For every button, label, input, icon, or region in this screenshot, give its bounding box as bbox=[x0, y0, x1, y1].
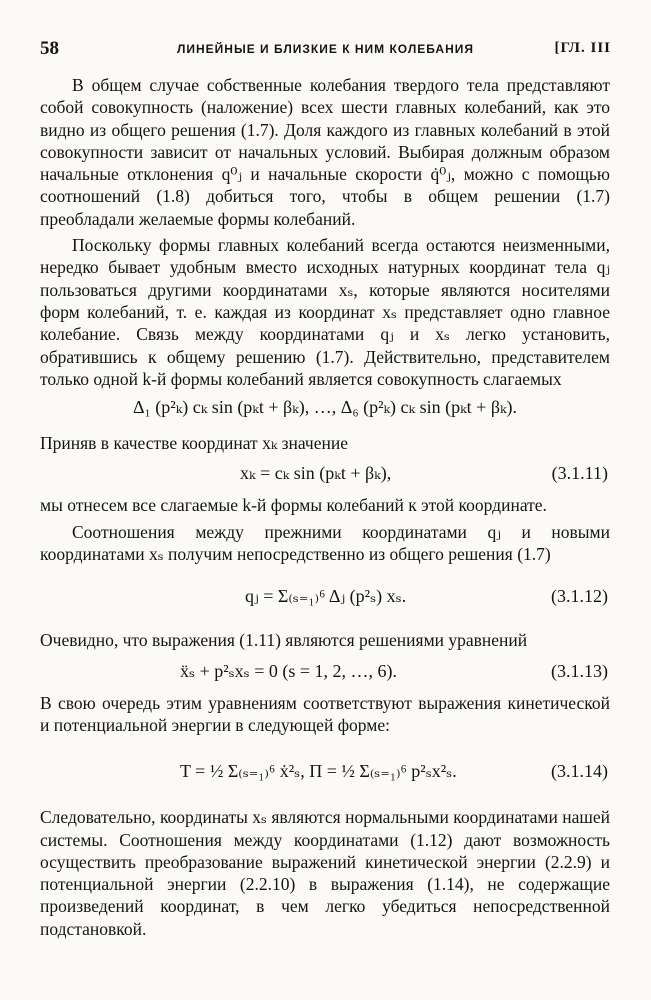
page-header bbox=[40, 38, 611, 62]
paragraph-3: Приняв в качестве координат xₖ значение bbox=[40, 433, 348, 454]
page-body bbox=[40, 74, 610, 940]
equation-3-1-14-number: (3.1.14) bbox=[551, 761, 608, 782]
equation-3-1-13-formula: ẍₛ + p²ₛxₛ = 0 (s = 1, 2, …, 6). bbox=[180, 660, 398, 681]
equation-terms: Δ₁ (p²ₖ) cₖ sin (pₖt + βₖ), …, Δ₆ (p²ₖ) cₖ sin (pₖt + βₖ). bbox=[132, 397, 518, 418]
equation-3-1-13-number: (3.1.13) bbox=[551, 660, 608, 681]
equation-3-1-13 bbox=[40, 652, 610, 692]
equation-3-1-12 bbox=[40, 565, 610, 629]
chapter-reference: [ГЛ. III bbox=[554, 40, 611, 56]
equation-3-1-11-number: (3.1.11) bbox=[551, 463, 608, 484]
equation-3-1-14-formula: T = ½ Σ₍ₛ₌₁₎⁶ ẋ²ₛ, Π = ½ Σ₍ₛ₌₁₎⁶ p²ₛx²ₛ. bbox=[180, 761, 457, 782]
paragraph-6: Очевидно, что выражения (1.11) являются решениями уравнений bbox=[40, 630, 528, 651]
paragraph-7: В свою очередь этим уравнениям соответствуют выражения кинетической и потенциальной энергии в следующей форме: bbox=[40, 692, 610, 735]
equation-3-1-11 bbox=[40, 454, 610, 494]
equation-3-1-14 bbox=[40, 736, 610, 806]
paragraph-1: В общем случае собственные колебания твердого тела представляют собой совокупность (наложение) всех шести главных колебаний, как это видно из общего решения (1.7). Доля каждого из главных колебаний в этой совокупности зависит от начальных условий. Выбирая должным образом начальные отклонения q⁰ⱼ и начальные скорости q̇⁰ⱼ, можно с помощью соотношений (1.8) добиться того, чтобы в общем решении (1.7) преобладали желаемые формы колебаний. bbox=[40, 75, 610, 229]
paragraph-8: Следовательно, координаты xₛ являются нормальными координатами нашей системы. Соотношения между координатами (1.12) дают возможность осуществить преобразование выражений кинетической энергии (2.2.9) и потенциальной энергии (2.2.10) в выражения (1.14), не содержащие произведений координат, в чем легко убедиться непосредственной подстановкой. bbox=[40, 807, 610, 939]
running-title: ЛИНЕЙНЫЕ И БЛИЗКИЕ К НИМ КОЛЕБАНИЯ bbox=[176, 42, 475, 56]
equation-3-1-12-formula: qⱼ = Σ₍ₛ₌₁₎⁶ Δⱼ (p²ₛ) xₛ. bbox=[245, 586, 407, 607]
equation-3-1-12-number: (3.1.12) bbox=[551, 586, 608, 607]
paragraph-5: Соотношения между прежними координатами qⱼ и новыми координатами xₛ получим непосредственно из общего решения (1.7) bbox=[40, 521, 610, 565]
paragraph-4: мы отнесем все слагаемые k-й формы колебаний к этой координате. bbox=[40, 495, 547, 516]
page-number: 58 bbox=[40, 38, 59, 59]
paragraph-2: Поскольку формы главных колебаний всегда остаются неизменными, нередко бывает удобным вместо исходных натурных координат тела qⱼ пользоваться другими координатами xₛ, которые являются носителями форм колебаний, т. е. каждая из координат xₛ представляет одно главное колебание. Связь между координатами qⱼ и xₛ легко установить, обратившись к общему решению (1.7). Действительно, представителем только одной k-й формы колебаний является совокупность слагаемых bbox=[40, 235, 610, 389]
equation-3-1-11-formula: xₖ = cₖ sin (pₖt + βₖ), bbox=[240, 463, 392, 484]
